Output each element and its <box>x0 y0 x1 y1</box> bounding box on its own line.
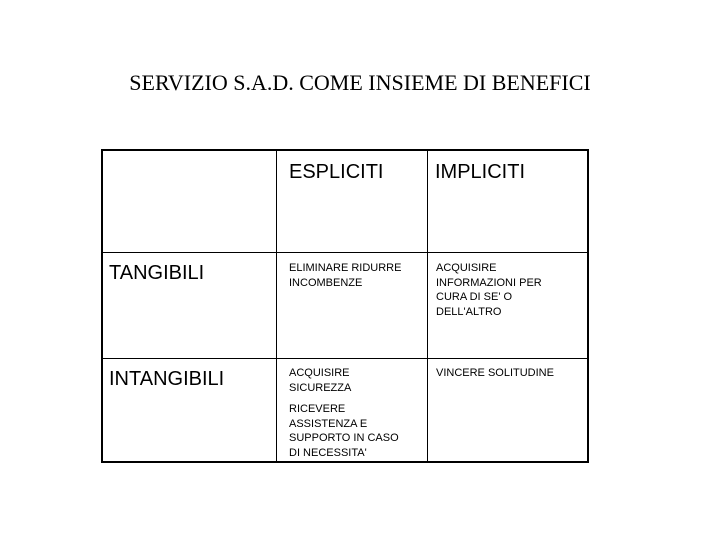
row-header-intangibili: INTANGIBILI <box>109 368 225 390</box>
cell-tangibili-espliciti <box>289 261 419 290</box>
cell-text-line: DI NECESSITA' <box>289 446 367 459</box>
cell-text-line: ACQUISIRE <box>436 262 497 274</box>
table-row-divider <box>103 252 587 253</box>
cell-text-line: DELL'ALTRO <box>436 305 502 318</box>
row-header-tangibili: TANGIBILI <box>109 262 205 284</box>
benefits-table <box>101 149 589 463</box>
column-header-impliciti: IMPLICITI <box>435 161 526 183</box>
column-header-espliciti: ESPLICITI <box>289 161 384 183</box>
cell-text-line: SUPPORTO IN CASO <box>289 432 399 444</box>
cell-text-line: VINCERE SOLITUDINE <box>436 367 554 379</box>
table-row-divider <box>103 358 587 359</box>
table-column-divider <box>276 151 277 461</box>
cell-text-line: CURA DI SE' O <box>436 291 513 303</box>
cell-tangibili-impliciti <box>436 261 566 319</box>
cell-text-line: INCOMBENZE <box>289 276 363 289</box>
cell-intangibili-impliciti <box>436 366 581 381</box>
cell-text-line: ELIMINARE RIDURRE <box>289 262 402 274</box>
cell-text-line: SICUREZZA <box>289 381 352 394</box>
cell-text-line: ASSISTENZA E <box>289 417 368 430</box>
cell-text-line: INFORMAZIONI PER <box>436 276 542 289</box>
cell-text-line: RICEVERE <box>289 403 346 415</box>
cell-text-line: ACQUISIRE <box>289 367 350 379</box>
cell-intangibili-espliciti-sicurezza <box>289 366 419 395</box>
page-title: SERVIZIO S.A.D. COME INSIEME DI BENEFICI <box>129 70 591 95</box>
cell-intangibili-espliciti-assistenza <box>289 402 419 460</box>
table-column-divider <box>427 151 428 461</box>
